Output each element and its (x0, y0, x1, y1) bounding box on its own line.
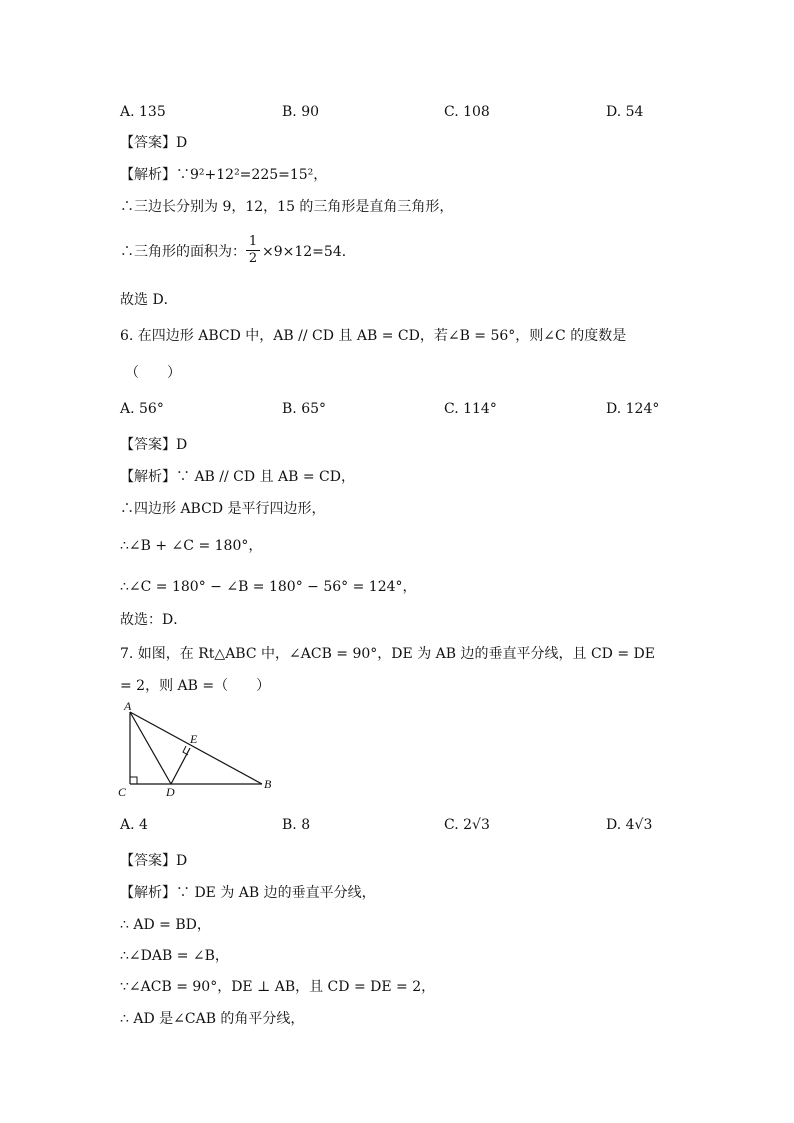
q5-option-c: C. 108 (444, 104, 490, 120)
q7-solution-line-4: ∵∠ACB = 90°，DE ⊥ AB，且 CD = DE = 2， (120, 979, 436, 995)
q6-option-b: B. 65° (282, 401, 327, 417)
q5-option-b: B. 90 (282, 104, 320, 120)
q6-solution-line-2: ∴四边形 ABCD 是平行四边形， (120, 501, 326, 517)
side-ab (130, 712, 262, 784)
q5-answer: 【答案】D (120, 135, 188, 151)
q6-answer-blank: （ ） (125, 365, 181, 381)
q6-solution-line-4: ∴∠C = 180° − ∠B = 180° − 56° = 124°， (120, 579, 417, 595)
label-d: D (166, 785, 175, 799)
q7-option-d: D. 4√3 (606, 817, 653, 833)
q7-stem-line-1: 7. 如图，在 Rt△ABC 中，∠ACB = 90°，DE 为 AB 边的垂直平分线，且 CD = DE (120, 646, 655, 662)
q5-conclusion: 故选 D． (120, 292, 178, 308)
label-c: C (118, 785, 127, 799)
label-a: A (124, 699, 132, 713)
q7-triangle-figure (110, 698, 290, 802)
segment-de (171, 748, 190, 784)
q7-solution-line-2: ∴ AD = BD， (120, 917, 211, 933)
q5-solution-line-2: ∴三边长分别为 9，12，15 的三角形是直角三角形， (120, 199, 454, 215)
label-b: B (264, 777, 272, 791)
q6-option-d: D. 124° (606, 401, 660, 417)
q7-option-c: C. 2√3 (444, 817, 490, 833)
q6-solution-line-1: 【解析】∵ AB // CD 且 AB = CD， (120, 469, 355, 485)
q5-option-a: A. 135 (120, 104, 166, 120)
q5-solution-line-1: 【解析】∵9²+12²=225=15²， (120, 167, 328, 183)
q7-option-b: B. 8 (282, 817, 311, 833)
fraction-denominator: 2 (248, 251, 258, 266)
q5-solution-line-3-prefix: ∴三角形的面积为： (120, 244, 246, 260)
q5-option-d: D. 54 (606, 104, 644, 120)
q6-stem: 6. 在四边形 ABCD 中，AB // CD 且 AB = CD，若∠B = 56°，则∠C 的度数是 (120, 328, 627, 344)
q6-solution-line-3: ∴∠B + ∠C = 180°， (120, 538, 263, 554)
q6-option-c: C. 114° (444, 401, 497, 417)
label-e: E (190, 732, 198, 746)
fraction-one-half (246, 234, 260, 267)
fraction-numerator: 1 (246, 234, 260, 251)
q7-solution-line-3: ∴∠DAB = ∠B， (120, 948, 229, 964)
q7-stem-line-2: = 2，则 AB =（ ） (120, 678, 271, 694)
q7-solution-line-5: ∴ AD 是∠CAB 的角平分线， (120, 1011, 305, 1027)
q6-answer: 【答案】D (120, 437, 188, 453)
right-angle-mark-c (130, 777, 137, 784)
q7-answer: 【答案】D (120, 853, 188, 869)
q7-solution-line-1: 【解析】∵ DE 为 AB 边的垂直平分线， (120, 885, 376, 901)
q6-conclusion: 故选：D． (120, 612, 188, 628)
q6-option-a: A. 56° (120, 401, 164, 417)
q7-option-a: A. 4 (120, 817, 148, 833)
q5-solution-line-3-suffix: ×9×12=54． (262, 244, 356, 260)
